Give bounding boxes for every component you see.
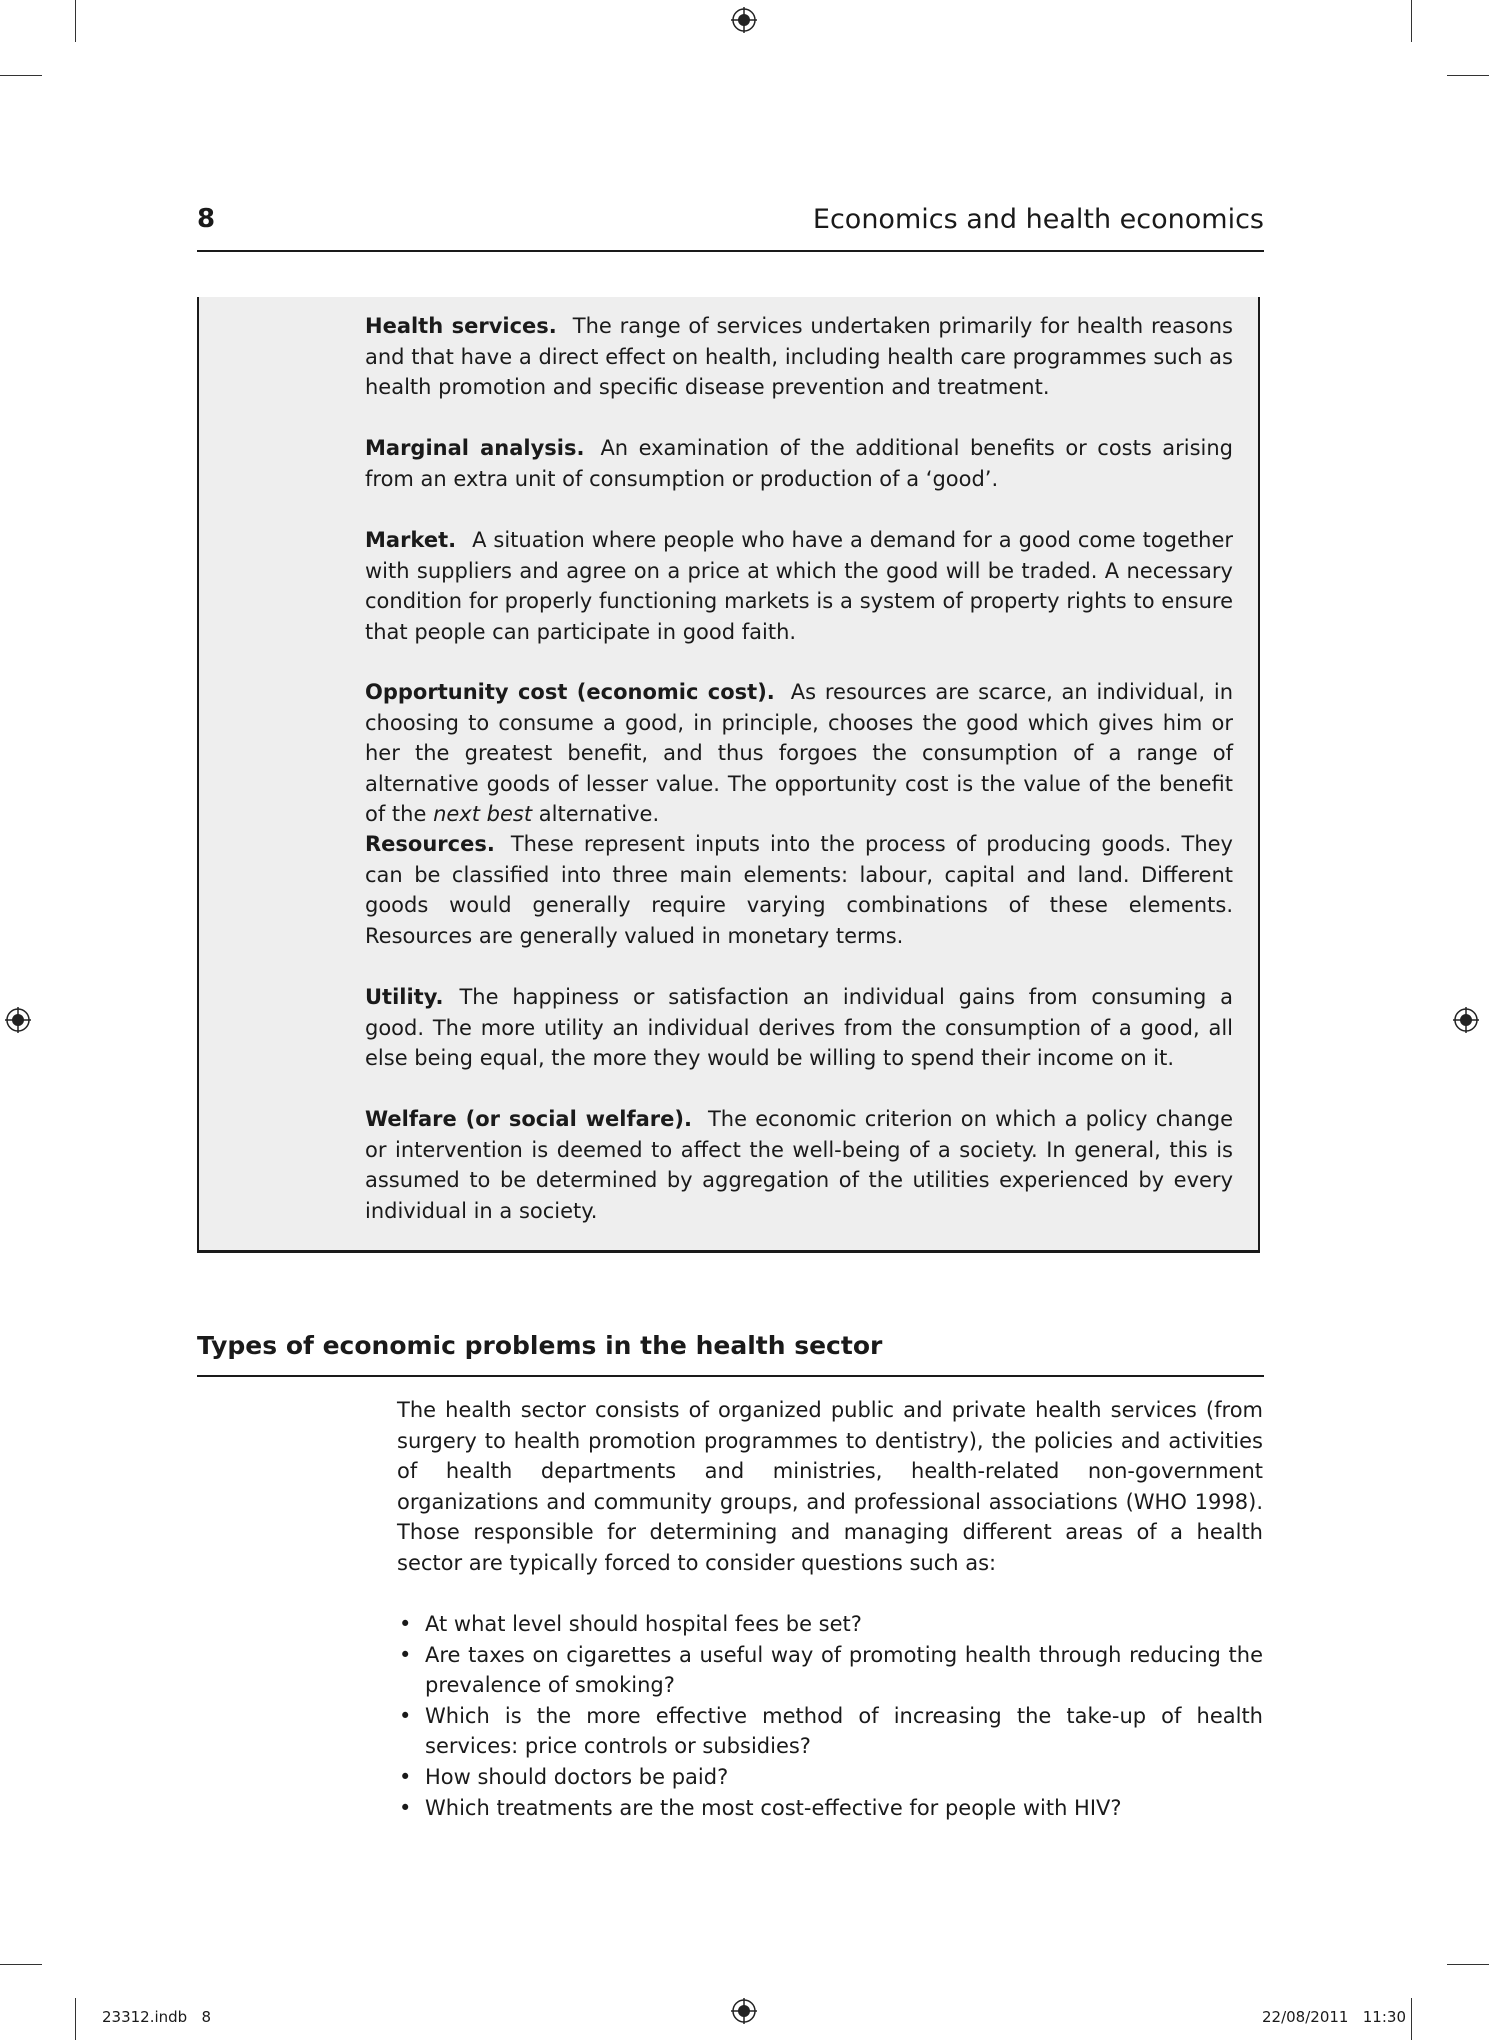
list-item-text: At what level should hospital fees be set? [425,1612,862,1636]
page-header [197,200,1264,252]
crop-mark [1411,0,1412,42]
glossary-entry [365,1104,1233,1226]
glossary-entry [365,982,1233,1074]
crop-mark [0,75,42,76]
registration-mark-icon [731,1998,757,2024]
bullet-list [397,1609,1263,1823]
glossary-term: Market. [365,528,457,552]
registration-mark-icon [1453,1007,1479,1033]
glossary-definition: The range of services undertaken primarily for health reasons and that have a direct effect on health, including health care programmes such as health promotion and specific disease prevention and treatment. [365,314,1233,400]
list-item-text: Which treatments are the most cost-effective for people with HIV? [425,1795,1122,1820]
glossary-term: Marginal analysis. [365,436,585,460]
list-item-text: How should doctors be paid? [425,1764,729,1789]
glossary-term: Health services. [365,314,557,338]
glossary-term: Utility. [365,985,444,1009]
list-item [397,1701,1263,1762]
glossary-box [197,297,1260,1253]
glossary-definition: The happiness or satisfaction an individual gains from consuming a good. The more utility an individual derives from the consumption of a good, all else being equal, the more they would be willing to spend their income on it. [365,985,1233,1071]
bullet-icon: • [399,1703,412,1728]
bullet-icon: • [399,1795,412,1820]
print-footer-filename: 23312.indb 8 [102,2008,212,2026]
page-number: 8 [197,204,216,234]
glossary-entry [365,433,1233,494]
glossary-term: Welfare (or social welfare). [365,1107,692,1131]
bullet-icon: • [399,1764,412,1789]
glossary-term: Opportunity cost (economic cost). [365,680,775,704]
list-item-text: Which is the more effective method of increasing the take-up of health services: price controls or subsidies? [425,1703,1263,1759]
glossary-entry [365,525,1233,647]
bullet-icon: • [399,1612,412,1636]
glossary-entry [365,677,1233,830]
list-item [397,1640,1263,1701]
list-item-text: Are taxes on cigarettes a useful way of promoting health through reducing the prevalence of smoking? [425,1642,1263,1698]
glossary-definition: A situation where people who have a demand for a good come together with suppliers and agree on a price at which the good will be traded. A necessary condition for properly functioning markets is a system of property rights to ensure that people can participate in good faith. [365,528,1233,644]
crop-mark [0,1964,42,1965]
glossary-definition: These represent inputs into the process of producing goods. They can be classified into three main elements: labour, capital and land. Different goods would generally require varying combinations of these elements. Resources are generally valued in monetary terms. [365,832,1233,948]
crop-mark [1411,1998,1412,2040]
list-item [397,1793,1263,1824]
glossary-definition-tail: alternative. [538,802,660,827]
registration-mark-icon [5,1007,31,1033]
bullet-icon: • [399,1642,412,1667]
body-paragraph: The health sector consists of organized public and private health services (from surgery to health promotion programmes to dentistry), the policies and activities of health departments and ministries, health-related non-government organizations and community groups, and professional associations (WHO 1998). Those responsible for determining and managing different areas of a health sector are typically forced to consider questions such as: [397,1398,1263,1575]
crop-mark [75,1998,76,2040]
list-item [397,1609,1263,1640]
section-heading: Types of economic problems in the health sector [197,1331,1264,1377]
print-footer-timestamp: 22/08/2011 11:30 [1262,2008,1406,2026]
glossary-definition: As resources are scarce, an individual, in choosing to consume a good, in principle, chooses the good which gives him or her the greatest benefit, and thus forgoes the consumption of a range of alternative goods of lesser value. The opportunity cost is the value of the benefit of the [365,680,1233,827]
glossary-emphasis: next best [433,802,533,827]
crop-mark [1447,75,1489,76]
crop-mark [1447,1964,1489,1965]
running-title: Economics and health economics [812,204,1264,235]
glossary-entry [365,311,1233,403]
registration-mark-icon [731,7,757,33]
crop-mark [75,0,76,42]
list-item [397,1762,1263,1793]
glossary-entry [365,829,1233,951]
glossary-term: Resources. [365,832,495,856]
glossary-definition: The economic criterion on which a policy change or intervention is deemed to affect the well-being of a society. In general, this is assumed to be determined by aggregation of the utilities experienced by every individual in a society. [365,1107,1233,1223]
glossary-definition: An examination of the additional benefits or costs arising from an extra unit of consumption or production of a ‘good’. [365,436,1233,491]
